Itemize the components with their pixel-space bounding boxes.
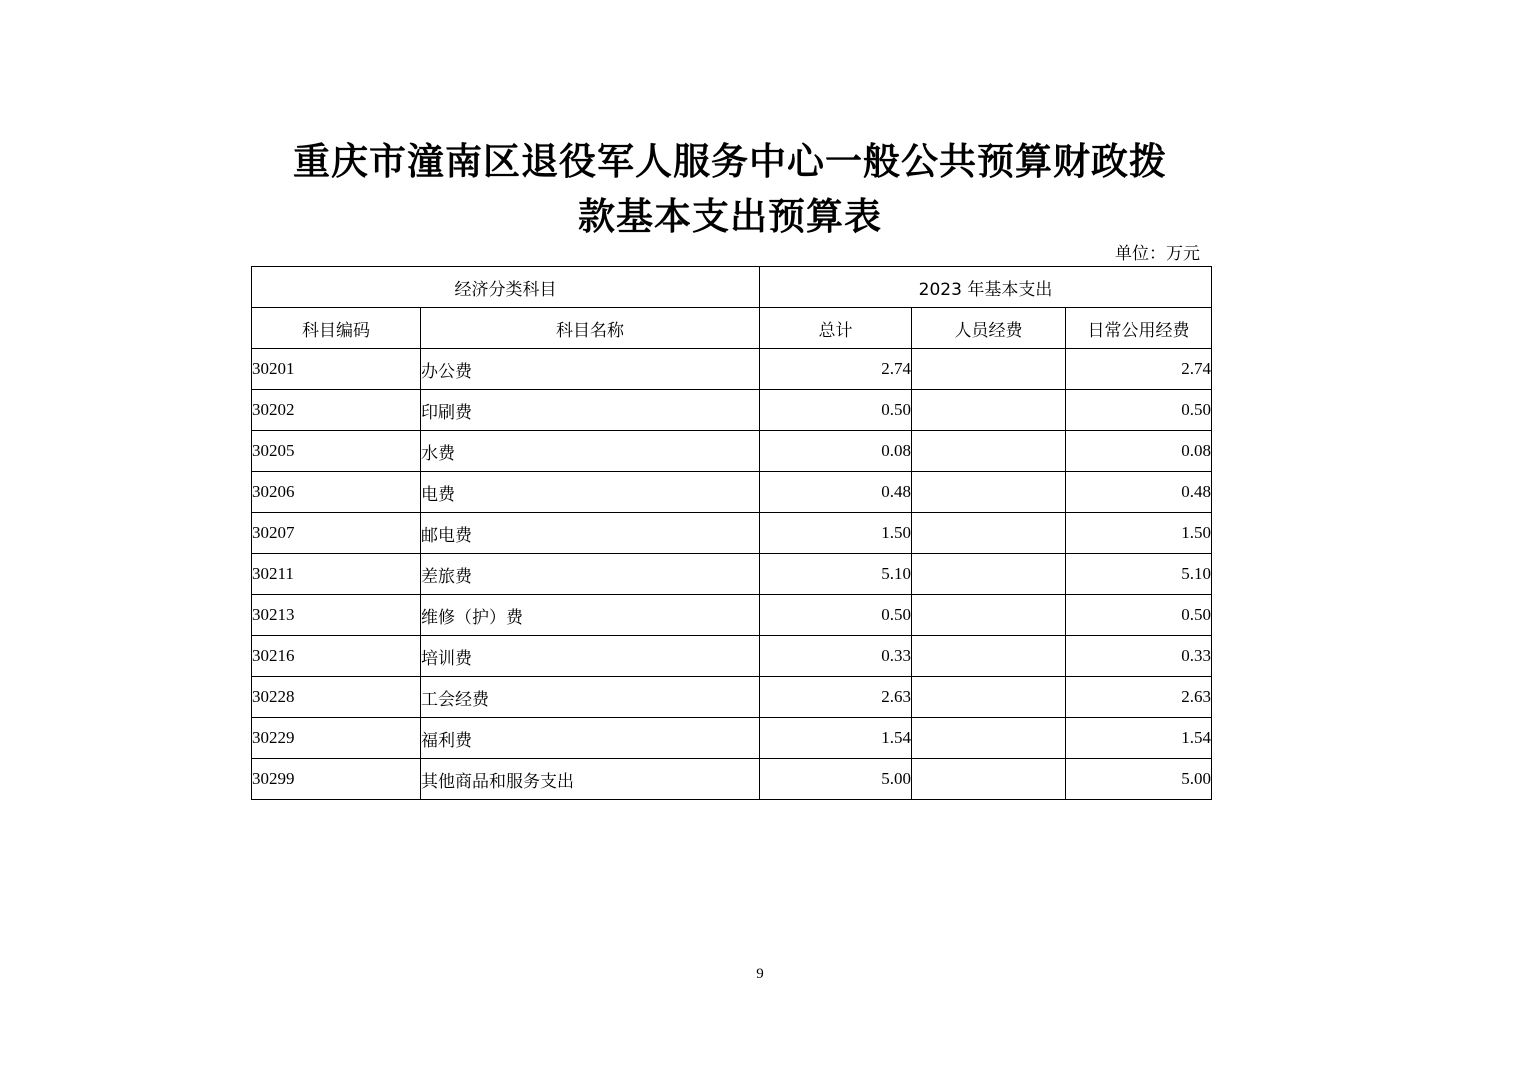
cell-daily: 0.48 — [1066, 472, 1212, 513]
cell-total: 5.00 — [760, 759, 912, 800]
cell-personnel — [912, 595, 1066, 636]
cell-name: 培训费 — [421, 636, 760, 677]
cell-personnel — [912, 390, 1066, 431]
cell-total: 1.50 — [760, 513, 912, 554]
cell-total: 0.48 — [760, 472, 912, 513]
cell-name: 印刷费 — [421, 390, 760, 431]
cell-code: 30211 — [252, 554, 421, 595]
cell-personnel — [912, 554, 1066, 595]
unit-label: 单位：万元 — [1115, 244, 1200, 264]
cell-code: 30229 — [252, 718, 421, 759]
cell-name: 维修（护）费 — [421, 595, 760, 636]
cell-personnel — [912, 349, 1066, 390]
cell-code: 30213 — [252, 595, 421, 636]
group-header-basic-expenditure: 2023 年基本支出 — [760, 267, 1212, 308]
column-header-code: 科目编码 — [252, 308, 421, 349]
table-row — [252, 718, 1212, 759]
budget-table — [251, 266, 1212, 800]
page-number: 9 — [756, 966, 764, 982]
cell-code: 30207 — [252, 513, 421, 554]
page-title-line-2: 款基本支出预算表 — [578, 194, 882, 238]
cell-personnel — [912, 718, 1066, 759]
cell-name: 水费 — [421, 431, 760, 472]
cell-name: 电费 — [421, 472, 760, 513]
table-row — [252, 759, 1212, 800]
cell-total: 1.54 — [760, 718, 912, 759]
cell-total: 0.33 — [760, 636, 912, 677]
cell-personnel — [912, 513, 1066, 554]
cell-code: 30202 — [252, 390, 421, 431]
cell-daily: 2.63 — [1066, 677, 1212, 718]
cell-total: 0.08 — [760, 431, 912, 472]
cell-code: 30216 — [252, 636, 421, 677]
table-row — [252, 472, 1212, 513]
cell-name: 其他商品和服务支出 — [421, 759, 760, 800]
cell-name: 办公费 — [421, 349, 760, 390]
table-row — [252, 677, 1212, 718]
table-row — [252, 349, 1212, 390]
cell-total: 5.10 — [760, 554, 912, 595]
cell-daily: 0.08 — [1066, 431, 1212, 472]
cell-name: 福利费 — [421, 718, 760, 759]
cell-name: 工会经费 — [421, 677, 760, 718]
cell-daily: 5.10 — [1066, 554, 1212, 595]
table-row — [252, 595, 1212, 636]
table-row — [252, 554, 1212, 595]
cell-daily: 2.74 — [1066, 349, 1212, 390]
cell-daily: 0.33 — [1066, 636, 1212, 677]
cell-name: 邮电费 — [421, 513, 760, 554]
column-header-personnel: 人员经费 — [912, 308, 1066, 349]
cell-total: 2.74 — [760, 349, 912, 390]
column-header-row — [252, 308, 1212, 349]
cell-total: 0.50 — [760, 390, 912, 431]
table-row — [252, 390, 1212, 431]
cell-personnel — [912, 677, 1066, 718]
cell-daily: 1.50 — [1066, 513, 1212, 554]
cell-total: 0.50 — [760, 595, 912, 636]
table-row — [252, 431, 1212, 472]
cell-code: 30206 — [252, 472, 421, 513]
cell-personnel — [912, 472, 1066, 513]
cell-daily: 1.54 — [1066, 718, 1212, 759]
cell-code: 30228 — [252, 677, 421, 718]
cell-total: 2.63 — [760, 677, 912, 718]
table-body — [252, 349, 1212, 800]
cell-personnel — [912, 431, 1066, 472]
group-header-row — [252, 267, 1212, 308]
cell-code: 30205 — [252, 431, 421, 472]
cell-daily: 0.50 — [1066, 390, 1212, 431]
cell-name: 差旅费 — [421, 554, 760, 595]
column-header-name: 科目名称 — [421, 308, 760, 349]
table-row — [252, 636, 1212, 677]
cell-daily: 0.50 — [1066, 595, 1212, 636]
column-header-daily: 日常公用经费 — [1066, 308, 1212, 349]
group-header-economic-class: 经济分类科目 — [252, 267, 760, 308]
cell-personnel — [912, 636, 1066, 677]
page-title-line-1: 重庆市潼南区退役军人服务中心一般公共预算财政拨 — [293, 139, 1167, 183]
table-row — [252, 513, 1212, 554]
cell-personnel — [912, 759, 1066, 800]
cell-code: 30299 — [252, 759, 421, 800]
column-header-total: 总计 — [760, 308, 912, 349]
cell-daily: 5.00 — [1066, 759, 1212, 800]
cell-code: 30201 — [252, 349, 421, 390]
